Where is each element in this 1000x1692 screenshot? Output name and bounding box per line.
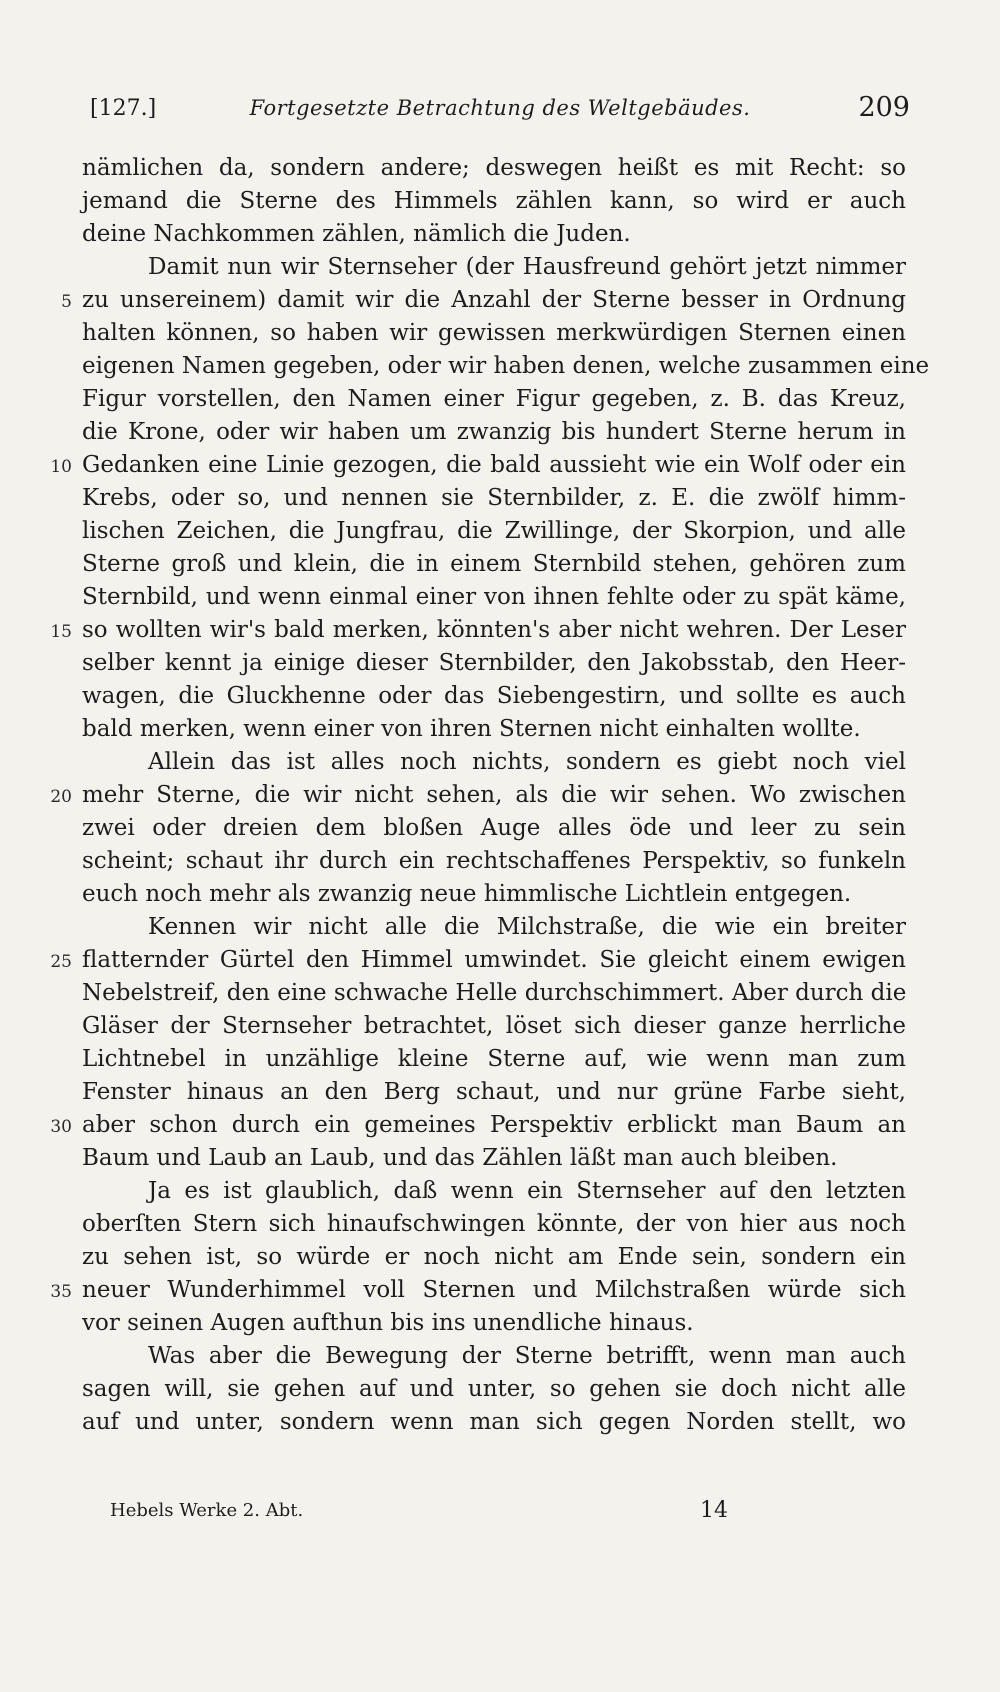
text-line bbox=[0, 1307, 1000, 1340]
text-line bbox=[0, 614, 1000, 647]
line-text: Krebs, oder so, und nennen sie Sternbilder, z. E. die zwölf himm- bbox=[82, 485, 906, 511]
page-number: 209 bbox=[858, 92, 910, 123]
text-line bbox=[0, 779, 1000, 812]
line-text: Gedanken eine Linie gezogen, die bald aussieht wie ein Wolf oder ein bbox=[82, 452, 906, 478]
text-line bbox=[0, 977, 1000, 1010]
line-text: mehr Sterne, die wir nicht sehen, als die wir sehen. Wo zwischen bbox=[82, 782, 906, 808]
line-text: auf und unter, sondern wenn man sich gegen Norden stellt, wo bbox=[82, 1409, 906, 1435]
running-title: Fortgesetzte Betrachtung des Weltgebäudes. bbox=[249, 96, 751, 120]
text-line bbox=[0, 548, 1000, 581]
text-line bbox=[0, 218, 1000, 251]
text-line bbox=[0, 1241, 1000, 1274]
text-line bbox=[0, 383, 1000, 416]
page-header bbox=[0, 92, 1000, 132]
line-number: 25 bbox=[50, 952, 72, 972]
line-text: Kennen wir nicht alle die Milchstraße, die wie ein breiter bbox=[148, 914, 906, 940]
text-line bbox=[0, 1010, 1000, 1043]
signature-mark: Hebels Werke 2. Abt. bbox=[110, 1500, 304, 1521]
text-line bbox=[0, 746, 1000, 779]
text-line bbox=[0, 1109, 1000, 1142]
text-line bbox=[0, 1406, 1000, 1439]
text-line bbox=[0, 1373, 1000, 1406]
page-footer bbox=[0, 1494, 1000, 1534]
line-number: 15 bbox=[50, 622, 72, 642]
line-text: Allein das ist alles noch nichts, sondern es giebt noch viel bbox=[148, 749, 906, 775]
text-line bbox=[0, 350, 1000, 383]
line-number: 30 bbox=[50, 1117, 72, 1137]
text-line bbox=[0, 1043, 1000, 1076]
text-line bbox=[0, 1274, 1000, 1307]
line-text: selber kennt ja einige dieser Sternbilder, den Jakobsstab, den Heer- bbox=[82, 650, 906, 676]
line-text: Ja es ist glaublich, daß wenn ein Sternseher auf den letzten bbox=[148, 1178, 906, 1204]
text-line bbox=[0, 1142, 1000, 1175]
line-text: zu unsereinem) damit wir die Anzahl der Sterne besser in Ordnung bbox=[82, 287, 906, 313]
text-line bbox=[0, 251, 1000, 284]
text-line bbox=[0, 845, 1000, 878]
line-text: Baum und Laub an Laub, und das Zählen läßt man auch bleiben. bbox=[82, 1145, 838, 1171]
line-text: oberſten Stern sich hinaufschwingen könnte, der von hier aus noch bbox=[82, 1211, 906, 1237]
text-line bbox=[0, 152, 1000, 185]
line-text: Was aber die Bewegung der Sterne betrifft, wenn man auch bbox=[148, 1343, 906, 1369]
line-text: Fenster hinaus an den Berg schaut, und nur grüne Farbe sieht, bbox=[82, 1079, 906, 1105]
text-line bbox=[0, 812, 1000, 845]
line-number: 5 bbox=[61, 292, 72, 312]
text-line bbox=[0, 449, 1000, 482]
line-text: jemand die Sterne des Himmels zählen kann, so wird er auch bbox=[82, 188, 906, 214]
text-line bbox=[0, 482, 1000, 515]
text-line bbox=[0, 416, 1000, 449]
line-number: 20 bbox=[50, 787, 72, 807]
line-number: 35 bbox=[50, 1282, 72, 1302]
text-line bbox=[0, 1340, 1000, 1373]
line-text: Nebelstreif, den eine schwache Helle durchschimmert. Aber durch die bbox=[82, 980, 907, 1006]
line-text: Damit nun wir Sternseher (der Hausfreund gehört jetzt nimmer bbox=[148, 254, 906, 280]
line-text: sagen will, sie gehen auf und unter, so gehen sie doch nicht alle bbox=[82, 1376, 906, 1402]
line-text: Sternbild, und wenn einmal einer von ihnen fehlte oder zu spät käme, bbox=[82, 584, 906, 610]
sheet-number: 14 bbox=[700, 1498, 728, 1523]
line-text: Figur vorstellen, den Namen einer Figur gegeben, z. B. das Kreuz, bbox=[82, 386, 906, 412]
line-text: scheint; schaut ihr durch ein rechtschaffenes Perspektiv, so funkeln bbox=[82, 848, 906, 874]
text-line bbox=[0, 713, 1000, 746]
text-line bbox=[0, 1208, 1000, 1241]
text-line bbox=[0, 680, 1000, 713]
line-number: 10 bbox=[50, 457, 72, 477]
line-text: wagen, die Gluckhenne oder das Siebengestirn, und sollte es auch bbox=[82, 683, 906, 709]
text-line bbox=[0, 185, 1000, 218]
section-number: [127.] bbox=[90, 96, 157, 121]
line-text: bald merken, wenn einer von ihren Sternen nicht einhalten wollte. bbox=[82, 716, 861, 742]
line-text: so wollten wir's bald merken, könnten's aber nicht wehren. Der Leser bbox=[82, 617, 906, 643]
text-line bbox=[0, 581, 1000, 614]
text-line bbox=[0, 1076, 1000, 1109]
line-text: neuer Wunderhimmel voll Sternen und Milchstraßen würde sich bbox=[82, 1277, 906, 1303]
text-line bbox=[0, 944, 1000, 977]
line-text: deine Nachkommen zählen, nämlich die Juden. bbox=[82, 221, 631, 247]
line-text: nämlichen da, sondern andere; deswegen heißt es mit Recht: so bbox=[82, 155, 906, 181]
line-text: flatternder Gürtel den Himmel umwindet. Sie gleicht einem ewigen bbox=[82, 947, 906, 973]
line-text: zu sehen ist, so würde er noch nicht am Ende sein, sondern ein bbox=[82, 1244, 906, 1270]
text-line bbox=[0, 647, 1000, 680]
text-line bbox=[0, 1175, 1000, 1208]
line-text: zwei oder dreien dem bloßen Auge alles öde und leer zu sein bbox=[82, 815, 906, 841]
line-text: aber schon durch ein gemeines Perspektiv erblickt man Baum an bbox=[82, 1112, 906, 1138]
line-text: Gläser der Sternseher betrachtet, löset sich dieser ganze herrliche bbox=[82, 1013, 906, 1039]
line-text: Lichtnebel in unzählige kleine Sterne auf, wie wenn man zum bbox=[82, 1046, 906, 1072]
text-line bbox=[0, 878, 1000, 911]
line-text: lischen Zeichen, die Jungfrau, die Zwillinge, der Skorpion, und alle bbox=[82, 518, 906, 544]
line-text: vor seinen Augen aufthun bis ins unendliche hinaus. bbox=[82, 1310, 694, 1336]
text-line bbox=[0, 911, 1000, 944]
line-text: die Krone, oder wir haben um zwanzig bis hundert Sterne herum in bbox=[82, 419, 906, 445]
text-line bbox=[0, 284, 1000, 317]
text-line bbox=[0, 515, 1000, 548]
line-text: halten können, so haben wir gewissen merkwürdigen Sternen einen bbox=[82, 320, 906, 346]
text-line bbox=[0, 317, 1000, 350]
line-text: eigenen Namen gegeben, oder wir haben denen, welche zusammen eine bbox=[82, 353, 930, 379]
line-text: Sterne groß und klein, die in einem Sternbild stehen, gehören zum bbox=[82, 551, 906, 577]
line-text: euch noch mehr als zwanzig neue himmlische Lichtlein entgegen. bbox=[82, 881, 852, 907]
